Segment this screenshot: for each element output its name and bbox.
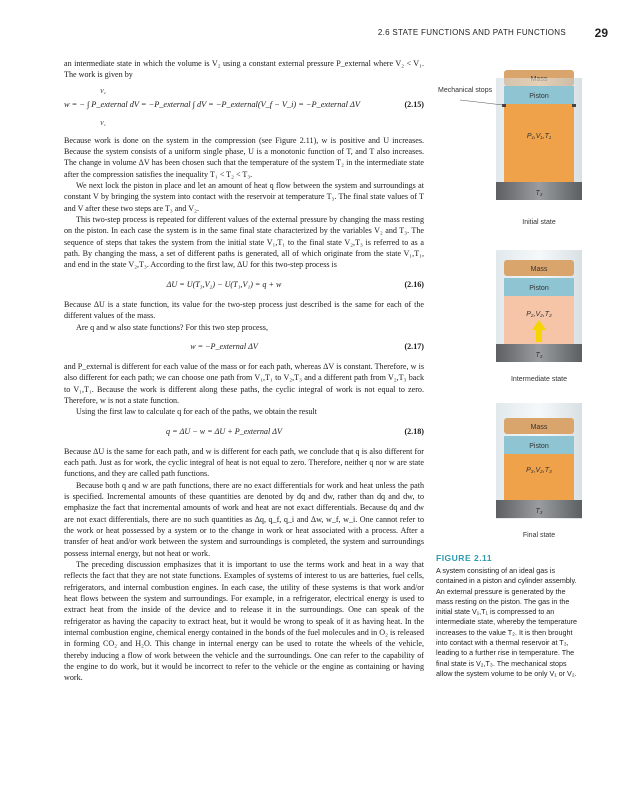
- figure-2-11-diagram: [436, 58, 586, 548]
- state-label: P₁,V₁,T₁: [526, 133, 552, 140]
- paragraph: Are q and w also state functions? For this two step process,: [76, 322, 268, 332]
- equation-2-16: [64, 275, 424, 295]
- figure-caption: A system consisting of an ideal gas is contained in a piston and cylinder assembly. An external pressure is generated by the mass resting on the piston. The gas in the initial state V₁,T₁ is compressed to an intermediate state, whereby the temperature increases to the value T₂. It is then brought into contact with a thermal reservoir at T₃, leading to a further rise in temperature. The final state is V₂,T₃. The mechanical stops allow the system volume to be only V₁ or V₂.: [436, 566, 578, 678]
- paragraph: This two-step process is repeated for different values of the external pressure by changing the mass resting on the piston. In each case the system is in the same final state characterized by the variables V₂ and T₃. The sequence of steps that takes the system from the initial state V₁,T₁ to the final state V₂,T₃ is referred to as a path. By changing the mass, a set of different paths is generated, all of which originate from the state V₁,T₁, and end in the state V₂,T₃. According to the first law, ΔU for this two-step process is: [64, 215, 424, 270]
- paragraph: We next lock the piston in place and let an amount of heat q flow between the system and surroundings at constant V by bringing the system into contact with the reservoir at temperature T₃. The final state values of T and V after these two steps are T₃ and V₂.: [64, 181, 424, 213]
- equation-body: w = − ∫ P_external dV = −P_external ∫ dV = −P_external(V_f − V_i) = −P_external ΔV: [64, 99, 360, 109]
- equation-body: ΔU = U(T₃,V₂) − U(T₁,V₁) = q + w: [166, 279, 282, 289]
- panel-caption: Intermediate state: [510, 376, 568, 383]
- equation-2-17: [64, 337, 424, 357]
- gas: [504, 104, 574, 182]
- reservoir-label: T₃: [535, 352, 543, 359]
- mass-label: Mass: [530, 424, 548, 431]
- main-text-column: [64, 58, 424, 684]
- paragraph: and P_external is different for each value of the mass or for each path, whereas ΔV is constant. Therefore, w is also different for each path; we can choose one path from V₁,T₁ to V₂,T₃ and a different path from V₂,T₃ back to V₁,T₁. Because the work is different along these paths, the cyclic integral of work is not equal to zero. Therefore, w is not a state function.: [64, 361, 424, 405]
- panel-caption: Final state: [522, 532, 556, 539]
- panel-intermediate-state: [496, 250, 582, 383]
- section-title: 2.6 STATE FUNCTIONS AND PATH FUNCTIONS: [377, 28, 566, 37]
- paragraph: The preceding discussion emphasizes that it is important to use the terms work and heat in a way that reflects the fact that they are not state functions. Examples of systems of interest to us are batteries, fuel cells, refrigerators, and internal combustion engines. In each case, the utility of these systems is that work and/or heat flows between the system and surroundings. For example, in a refrigerator, electrical energy is used to extract heat from the inside of the device and to release it in the surroundings. One can speak of the refrigerator as having the capacity to extract heat, but it would be wrong to speak of it as having heat. In the internal combustion engine, chemical energy contained in the bonds of the fuel molecules and in O₂ is released in forming CO₂ and H₂O. This change in internal energy can be used to rotate the wheels of the vehicle, thereby inducing a flow of work between the vehicle and the surroundings. One can refer to the capability of the engine to do work, but it would be incorrect to refer to the vehicle or the engine as containing or having work.: [64, 560, 424, 683]
- figure-title: FIGURE 2.11: [436, 553, 493, 563]
- gas: [504, 454, 574, 500]
- piston-label: Piston: [529, 93, 549, 100]
- equation-body: w = −P_external ΔV: [190, 341, 258, 351]
- piston-label: Piston: [529, 443, 549, 450]
- equation-2-15: [64, 83, 424, 129]
- mechanical-stop: [572, 104, 576, 107]
- reservoir-label: T₃: [535, 190, 543, 197]
- paragraph: Because both q and w are path functions, there are no exact differentials for work and heat unless the path is specified. Incremental amounts of these quantities are denoted by đq and đw, rather than dq and dw, to emphasize the fact that incremental amounts of work and heat are not exact differentials. Because đq and đw are not exact differentials, there are no such quantities as Δq, q_f, q_i and Δw, w_f, w_i. One cannot refer to the work or heat possessed by a system or to the change in work or heat associated with a process. After a transfer of heat and/or work between the system and surroundings is completed, the system and surroundings possess internal energy, but not heat or work.: [64, 480, 424, 558]
- paragraph: Because ΔU is a state function, its value for the two-step process just described is the same for each of the different values of the mass.: [64, 299, 424, 321]
- equation-number: (2.16): [404, 279, 424, 289]
- state-label: P₃,V₂,T₃: [526, 467, 552, 474]
- equation-2-18: [64, 422, 424, 442]
- equation-number: (2.17): [404, 341, 424, 351]
- paragraph: Because ΔU is the same for each path, and w is different for each path, we conclude that q is also different for each path. Just as for work, the cyclic integral of heat is not equal to zero. Therefore, neither q nor w are state functions, and they are called path functions.: [64, 446, 424, 479]
- piston-label: Piston: [529, 285, 549, 292]
- page-number: 29: [594, 26, 608, 40]
- panel-initial-state: [438, 70, 582, 226]
- panel-caption: Initial state: [522, 219, 556, 226]
- paragraph: Using the first law to calculate q for each of the paths, we obtain the result: [76, 407, 317, 417]
- running-header: [0, 26, 626, 46]
- mechanical-stops-label: Mechanical stops: [438, 87, 493, 94]
- integral-lower-limit: V₁: [100, 120, 106, 127]
- equation-body: q = ΔU − w = ΔU + P_external ΔV: [166, 426, 282, 436]
- mechanical-stop: [502, 104, 506, 107]
- equation-number: (2.15): [404, 99, 424, 109]
- paragraph: an intermediate state in which the volume is V₂ using a constant external pressure P_external where V₂ < V₁. The work is given by: [64, 59, 424, 80]
- paragraph: Because work is done on the system in the compression (see Figure 2.11), w is positive and U increases. Because the system consists of a uniform single phase, U is a monotonic function of T, and T also increases. The change in volume ΔV has been chosen such that the temperature of the system T₂ in the intermediate state after the compression satisfies the inequality T₁ < T₂ < T₃.: [64, 135, 424, 179]
- equation-number: (2.18): [404, 426, 424, 436]
- state-label: P₂,V₂,T₂: [526, 311, 552, 318]
- reservoir-label: T₃: [535, 508, 543, 515]
- integral-upper-limit: V₂: [100, 88, 106, 95]
- panel-final-state: [496, 403, 582, 539]
- mass-label: Mass: [530, 266, 548, 273]
